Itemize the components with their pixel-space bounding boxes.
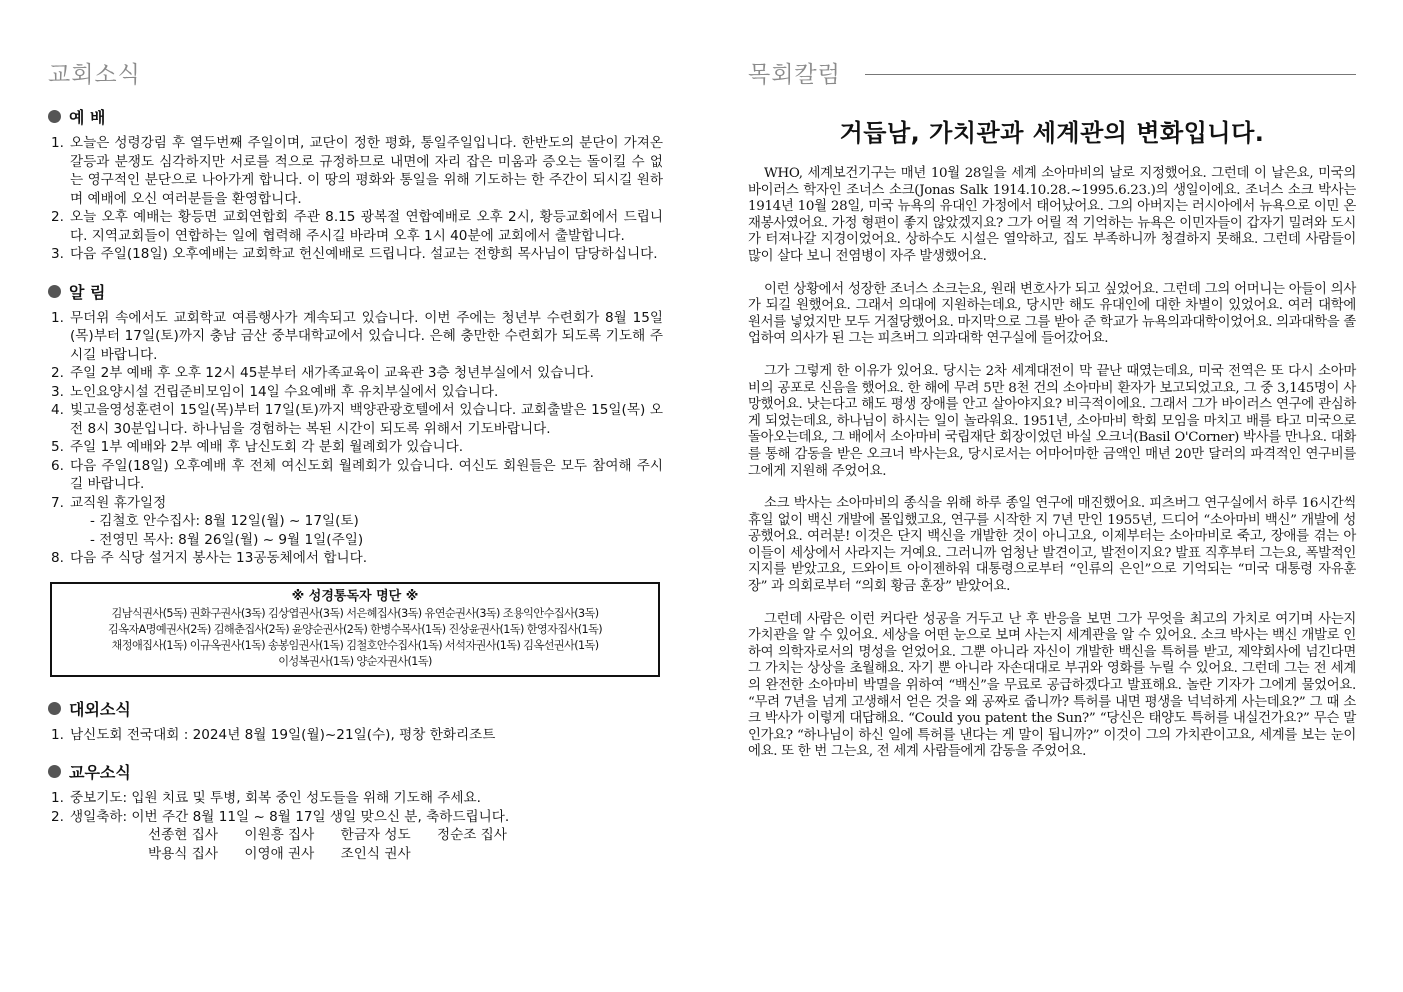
list-item: 1. 중보기도: 입원 치료 및 투병, 회복 중인 성도들을 위해 기도해 주세요. — [51, 790, 481, 806]
pastor-column-header — [748, 56, 1356, 89]
article-paragraph: WHO, 세계보건기구는 매년 10월 28일을 세계 소아마비의 날로 지정했어요. 그런데 이 날은요, 미국의 바이러스 학자인 조너스 소크(Jonas Salk 1914.10.28.~1995.6.23.)의 생일이에요. 조너스 소크 박사는 1914년 10월 28일, 미국 뉴욕의 유대인 가정에서 태어났어요. 그의 아버지는 러시아에서 뉴욕으로 이민 온 재봉사였어요. 가정 형편이 좋지 않았겠지요? 그가 어릴 적 기억하는 뉴욕은 이민자들이 갑자기 밀려와 도시가 터져나갈 지경이었어요. 상하수도 시설은 열악하고, 집도 부족하니까 청결하지 못해요. 그런데 사람들이 많이 살다 보니 전염병이 자주 발생했어요. — [748, 166, 1356, 264]
bullet-dot-icon — [48, 285, 61, 298]
worship-heading: 예 배 — [48, 105, 663, 128]
list-item: 1. 남신도회 전국대회 : 2024년 8월 19일(월)~21일(수), 평창 한화리조트 — [51, 726, 496, 743]
church-news-page — [48, 0, 663, 992]
birthday-names-row: 선종현 집사 이원흥 집사 한금자 성도 정순조 집사 — [148, 827, 507, 843]
article-title: 거듭남, 가치관과 세계관의 변화입니다. — [839, 119, 1265, 147]
list-item: 1. 무더위 속에서도 교회학교 여름행사가 계속되고 있습니다. 이번 주에는 청년부 수련회가 8월 15일(목)부터 17일(토)까지 충남 금산 중부대학교에서 있습니다. 은혜 충만한 수련회가 되도록 기도해 주시길 바랍니다. — [51, 309, 663, 363]
bible-readers-line: 김남식권사(5독) 권화구권사(3독) 김상엽권사(3독) 서은혜집사(3독) 유연순권사(3독) 조용익안수집사(3독) — [111, 606, 599, 620]
article-paragraph: 이런 상황에서 성장한 조너스 소크는요, 원래 변호사가 되고 싶었어요. 그런데 그의 어머니는 아들이 의사가 되길 원했어요. 그래서 의대에 지원하는데요, 당시만 해도 유대인에 대한 차별이 있었어요. 여러 대학에 원서를 넣었지만 모두 거절당했어요. 마지막으로 그를 받아 준 학교가 뉴욕의과대학이었어요. 의과대학을 졸업하여 의사가 된 그는 피츠버그 의과대학 연구실에 들어갔어요. — [748, 281, 1356, 347]
vacation-entry: - 김철호 안수집사: 8월 12일(월) ~ 17일(토) — [90, 513, 359, 529]
header-rule — [865, 74, 1356, 75]
vacation-entry: - 전영민 목사: 8월 26일(월) ~ 9월 1일(주일) — [90, 531, 364, 548]
article-paragraph: 소크 박사는 소아마비의 종식을 위해 하루 종일 연구에 매진했어요. 피츠버그 연구실에서 하루 16시간씩 휴일 없이 백신 개발에 몰입했고요, 연구를 시작한 지 7년 만인 1955년, 드디어 “소아마비 백신” 개발에 성공했어요. 여러분! 이것은 단지 백신을 개발한 것이 아니고요, 이제부터는 소아마비로 죽고, 장애를 겪는 아이들이 세상에서 사라지는 거예요. 그러니까 엄청난 발견이고, 발전이지요? 발표 직후부터 그는요, 폭발적인 지지를 받았고요, 드와이트 아이젠하워 대통령으로부터 “인류의 은인”으로 기억되는 “미국 대통령 자유훈장” 과 의회로부터 “의회 황금 훈장” 받았어요. — [748, 496, 1356, 595]
notice-list — [48, 309, 663, 568]
article-paragraph: 그런데 사람은 이런 커다란 성공을 거두고 난 후 반응을 보면 그가 무엇을 최고의 가치로 여기며 사는지 가치관을 알 수 있어요. 세상을 어떤 눈으로 보며 사는지 세계관을 알 수 있어요. 소크 박사는 백신 개발로 인하여 의학자로서의 명성을 얻었어요. 그뿐 아니라 자신이 개발한 백신을 특허를 받고, 제약회사에 넘긴다면 그 가치는 상상을 초월해요. 자기 뿐 아니라 자손대대로 부귀와 영화를 누릴 수 있어요. 그런데 그는 전 세계의 완전한 소아마비 박멸을 위하여 “백신”을 무료로 공급하겠다고 발표해요. 놀란 기자가 그에게 물었어요. “무려 7년을 넘게 고생해서 얻은 것을 왜 공짜로 줍니까? 특허를 내면 평생을 넉넉하게 사는데요?” 그 때 소크 박사가 이렇게 대답해요. “Could you patent the Sun?” “당신은 태양도 특허를 내실건가요?” 무슨 말인가요? “하나님이 하신 일에 특허를 낸다는 게 말이 됩니까?” 이것이 그의 가치관이고요, 세계를 보는 눈이에요. 또 한 번 그는요, 전 세계 사람들에게 감동을 주었어요. — [748, 611, 1356, 760]
bullet-dot-icon — [48, 110, 61, 123]
bible-readers-line: 이성복권사(1독) 양순자권사(1독) — [278, 654, 432, 668]
list-item: 4. 빛고을영성훈련이 15일(목)부터 17일(토)까지 백양관광호텔에서 있습니다. 교회출발은 15일(목) 오전 8시 30분입니다. 하나님을 경험하는 복된 시간이 되도록 위해서 기도바랍니다. — [51, 402, 663, 437]
list-item: 7. 교직원 휴가일정 - 김철호 안수집사: 8월 12일(월) ~ 17일(토) - 전영민 목사: 8월 26일(월) ~ 9월 1일(주일) — [48, 494, 663, 550]
birthday-names-row: 박용식 집사 이영애 권사 조인식 권사 — [148, 845, 411, 862]
bible-readers-line: 김옥자A명예권사(2독) 김해춘집사(2독) 윤양순권사(2독) 한병수목사(1독) 진상윤권사(1독) 한영자집사(1독) — [108, 622, 602, 636]
list-item: 5. 주일 1부 예배와 2부 예배 후 남신도회 각 분회 월례회가 있습니다. — [51, 439, 464, 455]
pastor-column-page — [748, 0, 1356, 992]
bullet-dot-icon — [48, 702, 61, 715]
bible-readers-title: ※ 성경통독자 명단 ※ — [291, 588, 419, 604]
list-item: 2. 생일축하: 이번 주간 8월 11일 ~ 8월 17일 생일 맞으신 분, 축하드립니다. — [51, 808, 510, 825]
list-item: 2. 오늘 오후 예배는 황등면 교회연합회 주관 8.15 광복절 연합예배로 오후 2시, 황등교회에서 드립니다. 지역교회들이 연합하는 일에 협력해 주시길 바라며 오후 1시 40분에 교회에서 출발합니다. — [51, 209, 663, 244]
members-list — [48, 789, 663, 826]
article-paragraph: 그가 그렇게 한 이유가 있어요. 당시는 2차 세계대전이 막 끝난 때였는데요, 미국 전역은 또 다시 소아마비의 공포로 신음을 했어요. 한 해에 무려 5만 8천 건의 소아마비 환자가 보고되었고요, 그 중 3,145명이 사망했어요. 낫는다고 해도 평생 장애를 안고 살아야지요? 비극적이에요. 그래서 그가 바이러스 연구에 관심하게 되었는데요, 하나님이 하시는 일이 놀라워요. 1951년, 소아마비 학회 모임을 마치고 배를 타고 미국으로 돌아오는데요, 그 배에서 소아마비 국립재단 회장이었던 바실 오크너(Basil O'Corner) 박사를 만나요. 대화를 통해 감동을 받은 오크너 박사는요, 당시로서는 어마어마한 금액인 매년 20만 달러의 파격적인 연구비를 그에게 지원해 주었어요. — [748, 363, 1356, 479]
external-list — [48, 726, 663, 745]
notice-heading: 알 림 — [48, 280, 663, 303]
bible-readers-line: 채정애집사(1독) 이규옥권사(1독) 송봉임권사(1독) 김철호안수집사(1독) 서석자권사(1독) 김옥선권사(1독) — [111, 638, 599, 652]
list-item: 6. 다음 주일(18일) 오후예배 후 전체 여신도회 월례회가 있습니다. 여신도 회원들은 모두 참여해 주시길 바랍니다. — [51, 457, 663, 492]
list-item: 1. 오늘은 성령강림 후 열두번째 주일이며, 교단이 정한 평화, 통일주일입니다. 한반도의 분단이 가져온 갈등과 분쟁도 심각하지만 서로를 적으로 규정하므로 내면에 자리 잡은 미움과 증오는 돌이킬 수 없는 영구적인 분단으로 나아가게 합니다. 이 땅의 평화와 통일을 위해 기도하는 한 주간이 되시길 원하며 예배에 오신 여러분들을 환영합니다. — [51, 135, 663, 207]
worship-list — [48, 134, 663, 264]
bullet-dot-icon — [48, 765, 61, 778]
members-heading: 교우소식 — [48, 760, 663, 783]
list-item: 3. 다음 주일(18일) 오후예배는 교회학교 헌신예배로 드립니다. 설교는 전향희 목사님이 담당하십니다. — [51, 246, 658, 262]
list-item: 8. 다음 주 식당 설거지 봉사는 13공동체에서 합니다. — [51, 550, 368, 566]
bible-readers-box — [50, 582, 660, 677]
pastor-column-title: 목회칼럼 — [748, 62, 841, 88]
list-item: 3. 노인요양시설 건립준비모임이 14일 수요예배 후 유치부실에서 있습니다. — [51, 383, 499, 400]
list-item: 2. 주일 2부 예배 후 오후 12시 45분부터 새가족교육이 교육관 3층 청년부실에서 있습니다. — [51, 365, 594, 381]
church-news-title: 교회소식 — [48, 62, 141, 88]
external-heading: 대외소식 — [48, 697, 663, 720]
